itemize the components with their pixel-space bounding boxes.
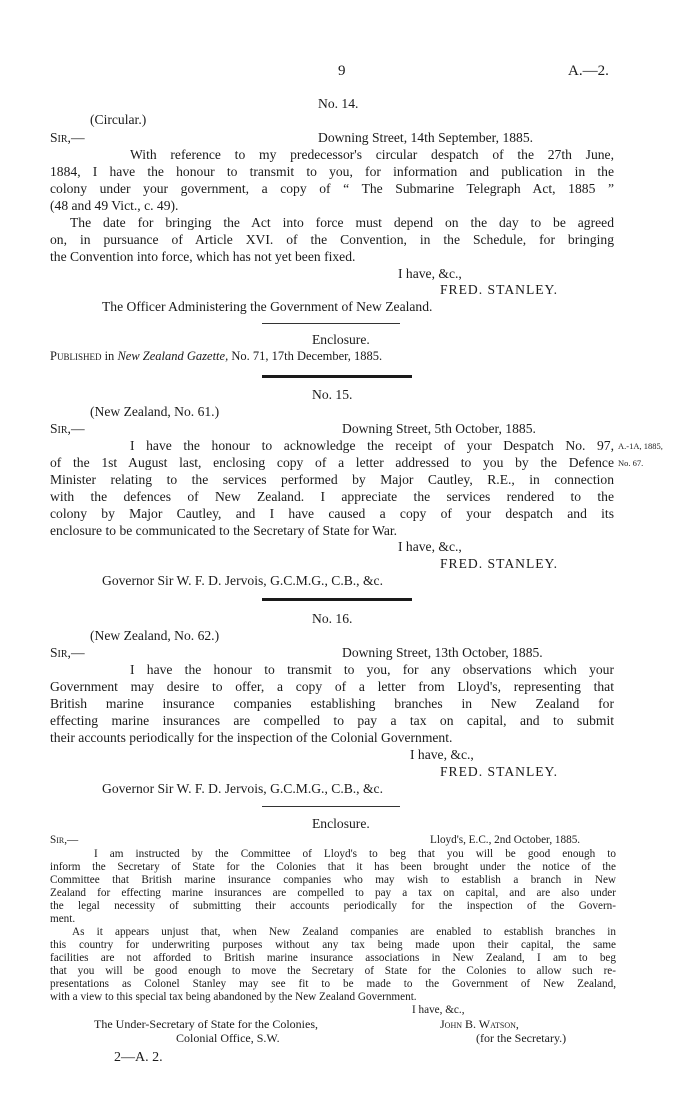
body-line: their accounts periodically for the inspection of the Colonial Government.	[50, 730, 453, 745]
body-line: ment.	[50, 913, 76, 925]
body-line: facilities are not afforded to British marine insurance associations in New Zealand, I am to beg	[50, 952, 616, 964]
body-line: Committee that British marine insurance companies who may wish to establish a branch in New	[50, 874, 616, 886]
body-line: this country for underwriting purposes without any tax being made upon their capital, the same	[50, 939, 616, 951]
body-line: of the 1st August last, enclosing copy of a letter addressed to you by the Defence	[50, 455, 614, 470]
place-date: Downing Street, 5th October, 1885.	[342, 421, 536, 436]
margin-note: No. 67.	[618, 458, 644, 468]
body-line: Zealand for effecting marine insurances are compelled to pay a tax on capital, and are also under	[50, 887, 616, 899]
addressee-office: Colonial Office, S.W.	[176, 1031, 280, 1045]
closing: I have, &c.,	[410, 747, 474, 762]
body-line: enclosure to be communicated to the Secretary of State for War.	[50, 523, 398, 538]
place-date: Downing Street, 13th October, 1885.	[342, 645, 543, 660]
body-line: effecting marine insurances are compelled to pay a tax on capital, and to submit	[50, 713, 614, 728]
letter-number: No. 14.	[318, 96, 359, 111]
letter-type: (New Zealand, No. 61.)	[90, 404, 220, 419]
body-line: I am instructed by the Committee of Lloyd's to beg that you will be good enough to	[94, 848, 616, 860]
body-line: that you will be good enough to move the Secretary of State for the Colonies to allow such re-	[50, 965, 616, 977]
signature-note: (for the Secretary.)	[476, 1031, 567, 1045]
closing: I have, &c.,	[412, 1004, 465, 1016]
salutation: Sir,—	[50, 645, 85, 660]
signature: FRED. STANLEY.	[440, 282, 559, 297]
salutation: Sir,—	[50, 130, 85, 145]
body-line: inform the Secretary of State for the Colonies that it has been brought under the notice of the	[50, 861, 616, 873]
place-date: Downing Street, 14th September, 1885.	[318, 130, 534, 145]
body-line: on, in pursuance of Article XVI. of the Convention, in the Schedule, for bringing	[50, 232, 614, 247]
section-divider	[262, 375, 412, 378]
salutation: Sir,—	[50, 834, 79, 846]
signature: FRED. STANLEY.	[440, 556, 559, 571]
separator-rule	[262, 806, 400, 807]
addressee: The Under-Secretary of State for the Colonies,	[94, 1017, 319, 1031]
letter-number: No. 16.	[312, 611, 353, 626]
body-line: With reference to my predecessor's circular despatch of the 27th June,	[130, 147, 614, 162]
enclosure-heading: Enclosure.	[312, 816, 370, 831]
enclosure-heading: Enclosure.	[312, 332, 370, 347]
place-date: Lloyd's, E.C., 2nd October, 1885.	[430, 834, 581, 846]
closing: I have, &c.,	[398, 266, 462, 281]
body-line: British marine insurance companies establishing branches in New Zealand for	[50, 696, 614, 711]
body-line: the legal necessity of submitting their accounts periodically for the inspection of the Govern-	[50, 900, 616, 912]
body-line: with the defences of New Zealand. I appreciate the services rendered to the	[50, 489, 614, 504]
letter-type: (New Zealand, No. 62.)	[90, 628, 220, 643]
signature: FRED. STANLEY.	[440, 764, 559, 779]
addressee: Governor Sir W. F. D. Jervois, G.C.M.G., C.B., &c.	[102, 781, 383, 796]
body-line: (48 and 49 Vict., c. 49).	[50, 198, 179, 213]
salutation: Sir,—	[50, 421, 85, 436]
body-line: Minister relating to the services performed by Major Cautley, R.E., in connection	[50, 472, 614, 487]
body-line: Government may desire to offer, a copy of a letter from Lloyd's, representing that	[50, 679, 614, 694]
addressee: Governor Sir W. F. D. Jervois, G.C.M.G., C.B., &c.	[102, 573, 383, 588]
separator-rule	[262, 323, 400, 324]
body-line: with a view to this special tax being abandoned by the New Zealand Government.	[50, 991, 417, 1003]
printer-signature-mark: 2—A. 2.	[114, 1050, 163, 1065]
section-divider	[262, 598, 412, 601]
signature: John B. Watson,	[440, 1017, 519, 1031]
margin-note: A.-1A, 1885,	[618, 441, 663, 451]
page-number: 9	[338, 63, 346, 79]
body-line: As it appears unjust that, when New Zealand companies are enabled to establish branches in	[72, 926, 616, 938]
closing: I have, &c.,	[398, 539, 462, 554]
body-line: The date for bringing the Act into force must depend on the day to be agreed	[70, 215, 614, 230]
body-line: the Convention into force, which has not yet been fixed.	[50, 249, 356, 264]
body-line: I have the honour to acknowledge the receipt of your Despatch No. 97,	[130, 438, 614, 453]
enclosure-publication-note: Published in New Zealand Gazette, No. 71, 17th December, 1885.	[50, 349, 383, 363]
body-line: 1884, I have the honour to transmit to you, for information and publication in the	[50, 164, 614, 179]
body-line: colony by Major Cautley, and I have caused a copy of your despatch and its	[50, 506, 614, 521]
body-line: presentations as Colonel Stanley may see fit to be made to the Government of New Zealand,	[50, 978, 616, 990]
addressee: The Officer Administering the Government of New Zealand.	[102, 299, 433, 314]
letter-type: (Circular.)	[90, 112, 147, 127]
letter-number: No. 15.	[312, 387, 353, 402]
document-reference: A.—2.	[568, 63, 609, 79]
body-line: colony under your government, a copy of “ The Submarine Telegraph Act, 1885 ”	[50, 181, 614, 196]
body-line: I have the honour to transmit to you, for any observations which your	[130, 662, 614, 677]
